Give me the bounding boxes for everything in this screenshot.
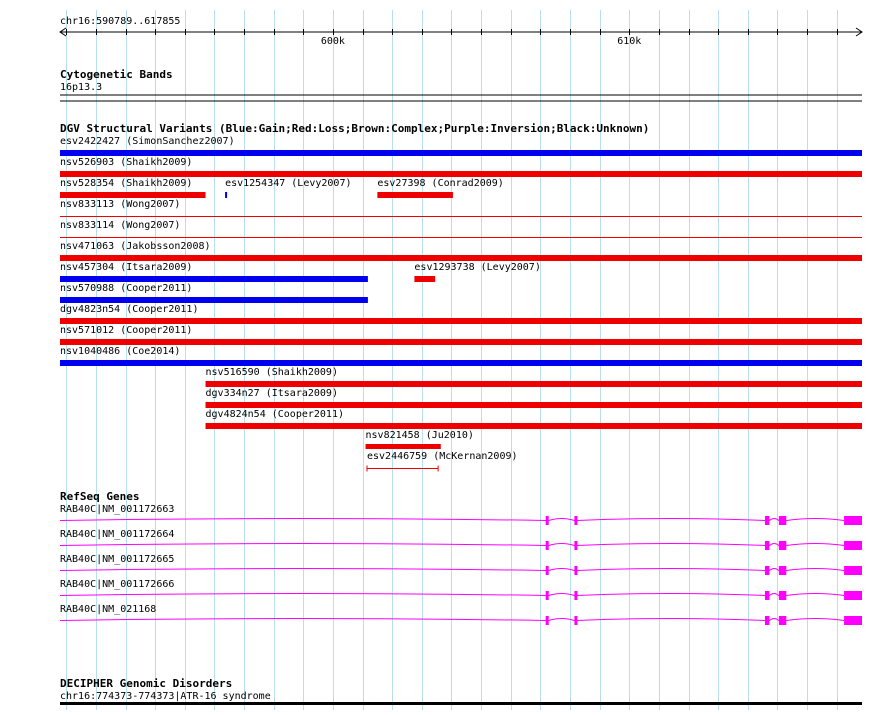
variant-label[interactable]: esv1293738 (Levy2007) [414,262,541,273]
cytoband-track [60,68,862,101]
decipher-feature[interactable] [60,702,862,705]
transcript-exon[interactable] [765,566,769,575]
variant-feature[interactable] [60,297,368,303]
transcript-exon[interactable] [779,616,786,625]
transcript-exon[interactable] [546,541,549,550]
transcript-exon[interactable] [765,591,769,600]
transcript-label[interactable]: RAB40C|NM_001172665 [60,554,175,565]
transcript-exon[interactable] [844,516,862,525]
transcript-exon[interactable] [546,516,549,525]
ruler-tick-label: 600k [320,36,345,47]
variant-label[interactable]: nsv526903 (Shaikh2009) [60,157,193,168]
variant-feature[interactable] [206,402,862,408]
transcript-exon[interactable] [574,541,577,550]
variant-feature[interactable] [366,444,441,449]
variant-feature[interactable] [60,192,206,198]
refseq-features [60,504,862,625]
transcript-label[interactable]: RAB40C|NM_001172664 [60,529,175,540]
transcript-intron[interactable] [60,619,844,621]
variant-label[interactable]: dgv4823n54 (Cooper2011) [60,304,199,315]
transcript-exon[interactable] [779,591,786,600]
variant-label[interactable]: nsv457304 (Itsara2009) [60,262,193,273]
transcript-intron[interactable] [60,594,844,596]
variant-feature[interactable] [60,360,862,366]
variant-label[interactable]: nsv821458 (Ju2010) [365,430,474,441]
variant-label[interactable]: esv2422427 (SimonSanchez2007) [60,136,235,147]
transcript-label[interactable]: RAB40C|NM_001172663 [60,504,175,515]
transcript-exon[interactable] [765,516,769,525]
region-label: chr16:590789..617855 [60,16,181,27]
variant-label[interactable]: dgv4824n54 (Cooper2011) [205,409,345,420]
dgv-track-title: DGV Structural Variants (Blue:Gain;Red:Loss;Brown:Complex;Purple:Inversion;Black:Unknown) [60,122,650,135]
variant-label[interactable]: dgv334n27 (Itsara2009) [205,388,338,399]
cytoband-track-title: Cytogenetic Bands [60,68,173,81]
decipher-track-title: DECIPHER Genomic Disorders [60,677,233,690]
transcript-exon[interactable] [546,616,549,625]
variant-feature[interactable] [225,192,227,198]
transcript-exon[interactable] [765,616,769,625]
transcript-exon[interactable] [779,541,786,550]
variant-feature[interactable] [60,171,862,177]
variant-label[interactable]: nsv833114 (Wong2007) [60,220,181,231]
transcript-exon[interactable] [779,516,786,525]
variant-feature[interactable] [414,276,435,282]
transcript-exon[interactable] [844,566,862,575]
transcript-exon[interactable] [546,591,549,600]
transcript-exon[interactable] [574,516,577,525]
variant-feature[interactable] [60,276,368,282]
transcript-exon[interactable] [574,566,577,575]
variant-feature[interactable] [60,237,862,238]
variant-label[interactable]: esv2446759 (McKernan2009) [367,451,518,462]
transcript-label[interactable]: RAB40C|NM_021168 [60,604,157,615]
variant-feature[interactable] [60,339,862,345]
variant-feature[interactable] [60,318,862,324]
decipher-track [60,677,862,705]
transcript-exon[interactable] [765,541,769,550]
decipher-item-label[interactable]: chr16:774373-774373|ATR-16 syndrome [60,691,271,702]
transcript-label[interactable]: RAB40C|NM_001172666 [60,579,175,590]
ruler [60,16,862,47]
transcript-exon[interactable] [546,566,549,575]
variant-label[interactable]: nsv1040486 (Coe2014) [60,346,181,357]
variant-label[interactable]: nsv833113 (Wong2007) [60,199,181,210]
variant-label[interactable]: nsv516590 (Shaikh2009) [205,367,338,378]
variant-feature[interactable] [60,150,862,156]
transcript-intron[interactable] [60,569,844,571]
variant-label[interactable]: nsv528354 (Shaikh2009) [60,178,193,189]
refseq-track [60,490,862,625]
variant-label[interactable]: nsv571012 (Cooper2011) [60,325,193,336]
transcript-exon[interactable] [779,566,786,575]
transcript-intron[interactable] [60,519,844,521]
transcript-exon[interactable] [574,591,577,600]
transcript-intron[interactable] [60,544,844,546]
variant-label[interactable]: esv27398 (Conrad2009) [377,178,504,189]
variant-feature[interactable] [206,423,862,429]
variant-label[interactable]: nsv471063 (Jakobsson2008) [60,241,211,252]
dgv-track [60,122,862,472]
variant-feature[interactable] [60,216,862,217]
variant-feature[interactable] [206,381,862,387]
variant-feature[interactable] [60,255,862,261]
dgv-features [60,136,862,472]
cytoband-label[interactable]: 16p13.3 [60,82,103,93]
refseq-track-title: RefSeq Genes [60,490,140,503]
transcript-exon[interactable] [844,541,862,550]
variant-label[interactable]: nsv570988 (Cooper2011) [60,283,193,294]
ruler-tick-label: 610k [617,36,642,47]
transcript-exon[interactable] [844,591,862,600]
variant-label[interactable]: esv1254347 (Levy2007) [225,178,352,189]
transcript-exon[interactable] [844,616,862,625]
transcript-exon[interactable] [574,616,577,625]
variant-feature[interactable] [377,192,453,198]
